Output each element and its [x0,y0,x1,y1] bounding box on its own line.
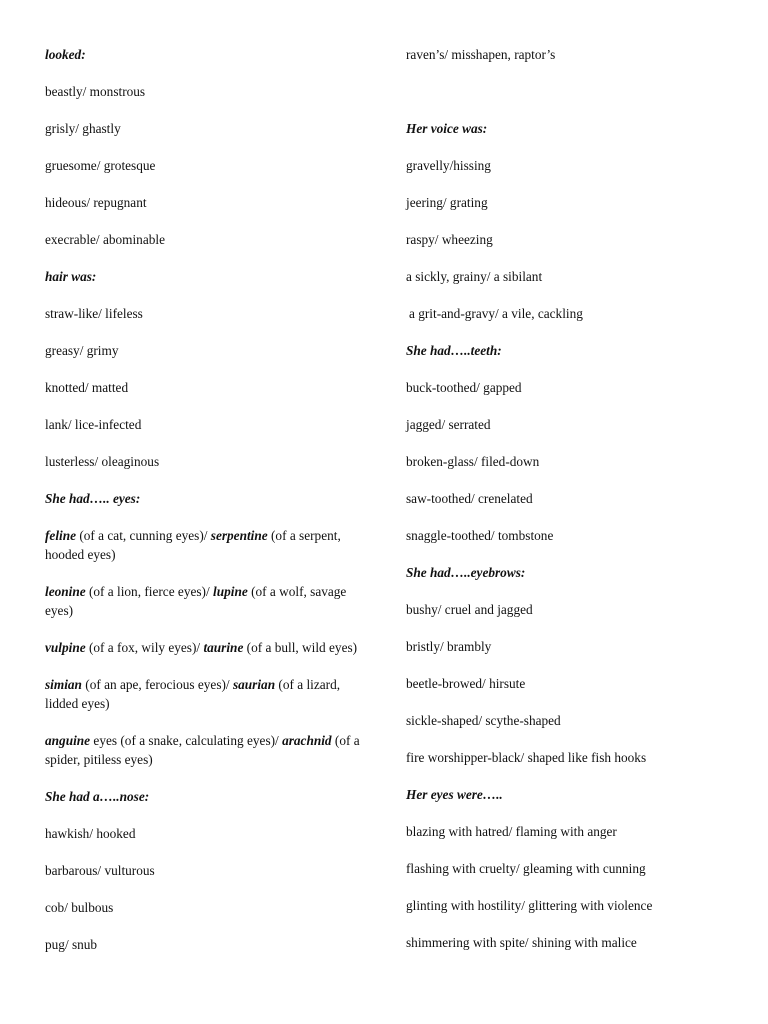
list-item: jagged/ serrated [406,417,491,432]
list-item: a grit-and-gravy/ a vile, cackling [409,306,583,321]
eye-term: serpentine [210,528,268,543]
eye-term: lupine [213,584,248,599]
list-item: lank/ lice-infected [45,417,142,432]
eye-type-item [45,731,365,769]
list-item: bristly/ brambly [406,639,492,654]
eye-type-item [45,526,365,564]
eye-type-item [45,638,365,657]
list-item: gravelly/hissing [406,158,491,173]
list-item: saw-toothed/ crenelated [406,491,533,506]
eye-term: anguine [45,733,91,748]
eye-term: feline [45,528,77,543]
list-item: barbarous/ vulturous [45,863,155,878]
left-column [45,45,365,972]
list-item: a sickly, grainy/ a sibilant [406,269,543,284]
list-item: buck-toothed/ gapped [406,380,522,395]
list-item: bushy/ cruel and jagged [406,602,533,617]
list-item: straw-like/ lifeless [45,306,143,321]
section-heading-eyebrows: She had…..eyebrows: [406,565,526,580]
section-heading-nose: She had a…..nose: [45,789,150,804]
section-heading-eyes: She had….. eyes: [45,491,141,506]
eye-term: vulpine [45,640,86,655]
list-item: lusterless/ oleaginous [45,454,160,469]
section-heading-looked: looked: [45,47,86,62]
list-item: snaggle-toothed/ tombstone [406,528,554,543]
eye-description: (of a cat, cunning eyes)/ [76,528,211,543]
list-item: beastly/ monstrous [45,84,146,99]
eye-description: (of a wolf, savage eyes) [45,584,347,618]
list-item: fire worshipper-black/ shaped like fish hooks [406,750,647,765]
list-item: sickle-shaped/ scythe-shaped [406,713,561,728]
eye-description: (of a fox, wily eyes)/ [85,640,204,655]
section-heading-her-eyes: Her eyes were….. [406,787,503,802]
eye-description: (of a spider, pitiless eyes) [45,733,360,767]
eye-description: (of a serpent, hooded eyes) [45,528,341,562]
list-item: beetle-browed/ hirsute [406,676,526,691]
eye-term: taurine [203,640,244,655]
eye-term: saurian [232,677,276,692]
list-item: grisly/ ghastly [45,121,121,136]
section-heading-hair: hair was: [45,269,97,284]
list-item: jeering/ grating [406,195,488,210]
list-item: flashing with cruelty/ gleaming with cunning [406,861,646,876]
list-item: blazing with hatred/ flaming with anger [406,824,617,839]
eye-description: (of a lizard, lidded eyes) [45,677,341,711]
eye-type-item [45,675,365,713]
list-item: hideous/ repugnant [45,195,147,210]
list-item: gruesome/ grotesque [45,158,156,173]
eye-description: (of a lion, fierce eyes)/ [85,584,214,599]
list-item: knotted/ matted [45,380,129,395]
eye-description: (of an ape, ferocious eyes)/ [81,677,233,692]
section-heading-teeth: She had…..teeth: [406,343,502,358]
blank-line [406,82,736,101]
list-item: raspy/ wheezing [406,232,493,247]
list-item: cob/ bulbous [45,900,114,915]
eye-type-item [45,582,365,620]
list-item: hawkish/ hooked [45,826,136,841]
list-item: raven’s/ misshapen, raptor’s [406,47,556,62]
section-heading-voice: Her voice was: [406,121,488,136]
list-item: pug/ snub [45,937,98,952]
list-item: shimmering with spite/ shining with malice [406,935,637,950]
eye-term: leonine [45,584,86,599]
eye-description: eyes (of a snake, calculating eyes)/ [90,733,283,748]
right-column [406,45,736,970]
eye-description: (of a bull, wild eyes) [243,640,358,655]
list-item: broken-glass/ filed-down [406,454,540,469]
eye-term: arachnid [282,733,332,748]
eye-term: simian [45,677,82,692]
list-item: execrable/ abominable [45,232,165,247]
list-item: greasy/ grimy [45,343,119,358]
list-item: glinting with hostility/ glittering with violence [406,898,653,913]
